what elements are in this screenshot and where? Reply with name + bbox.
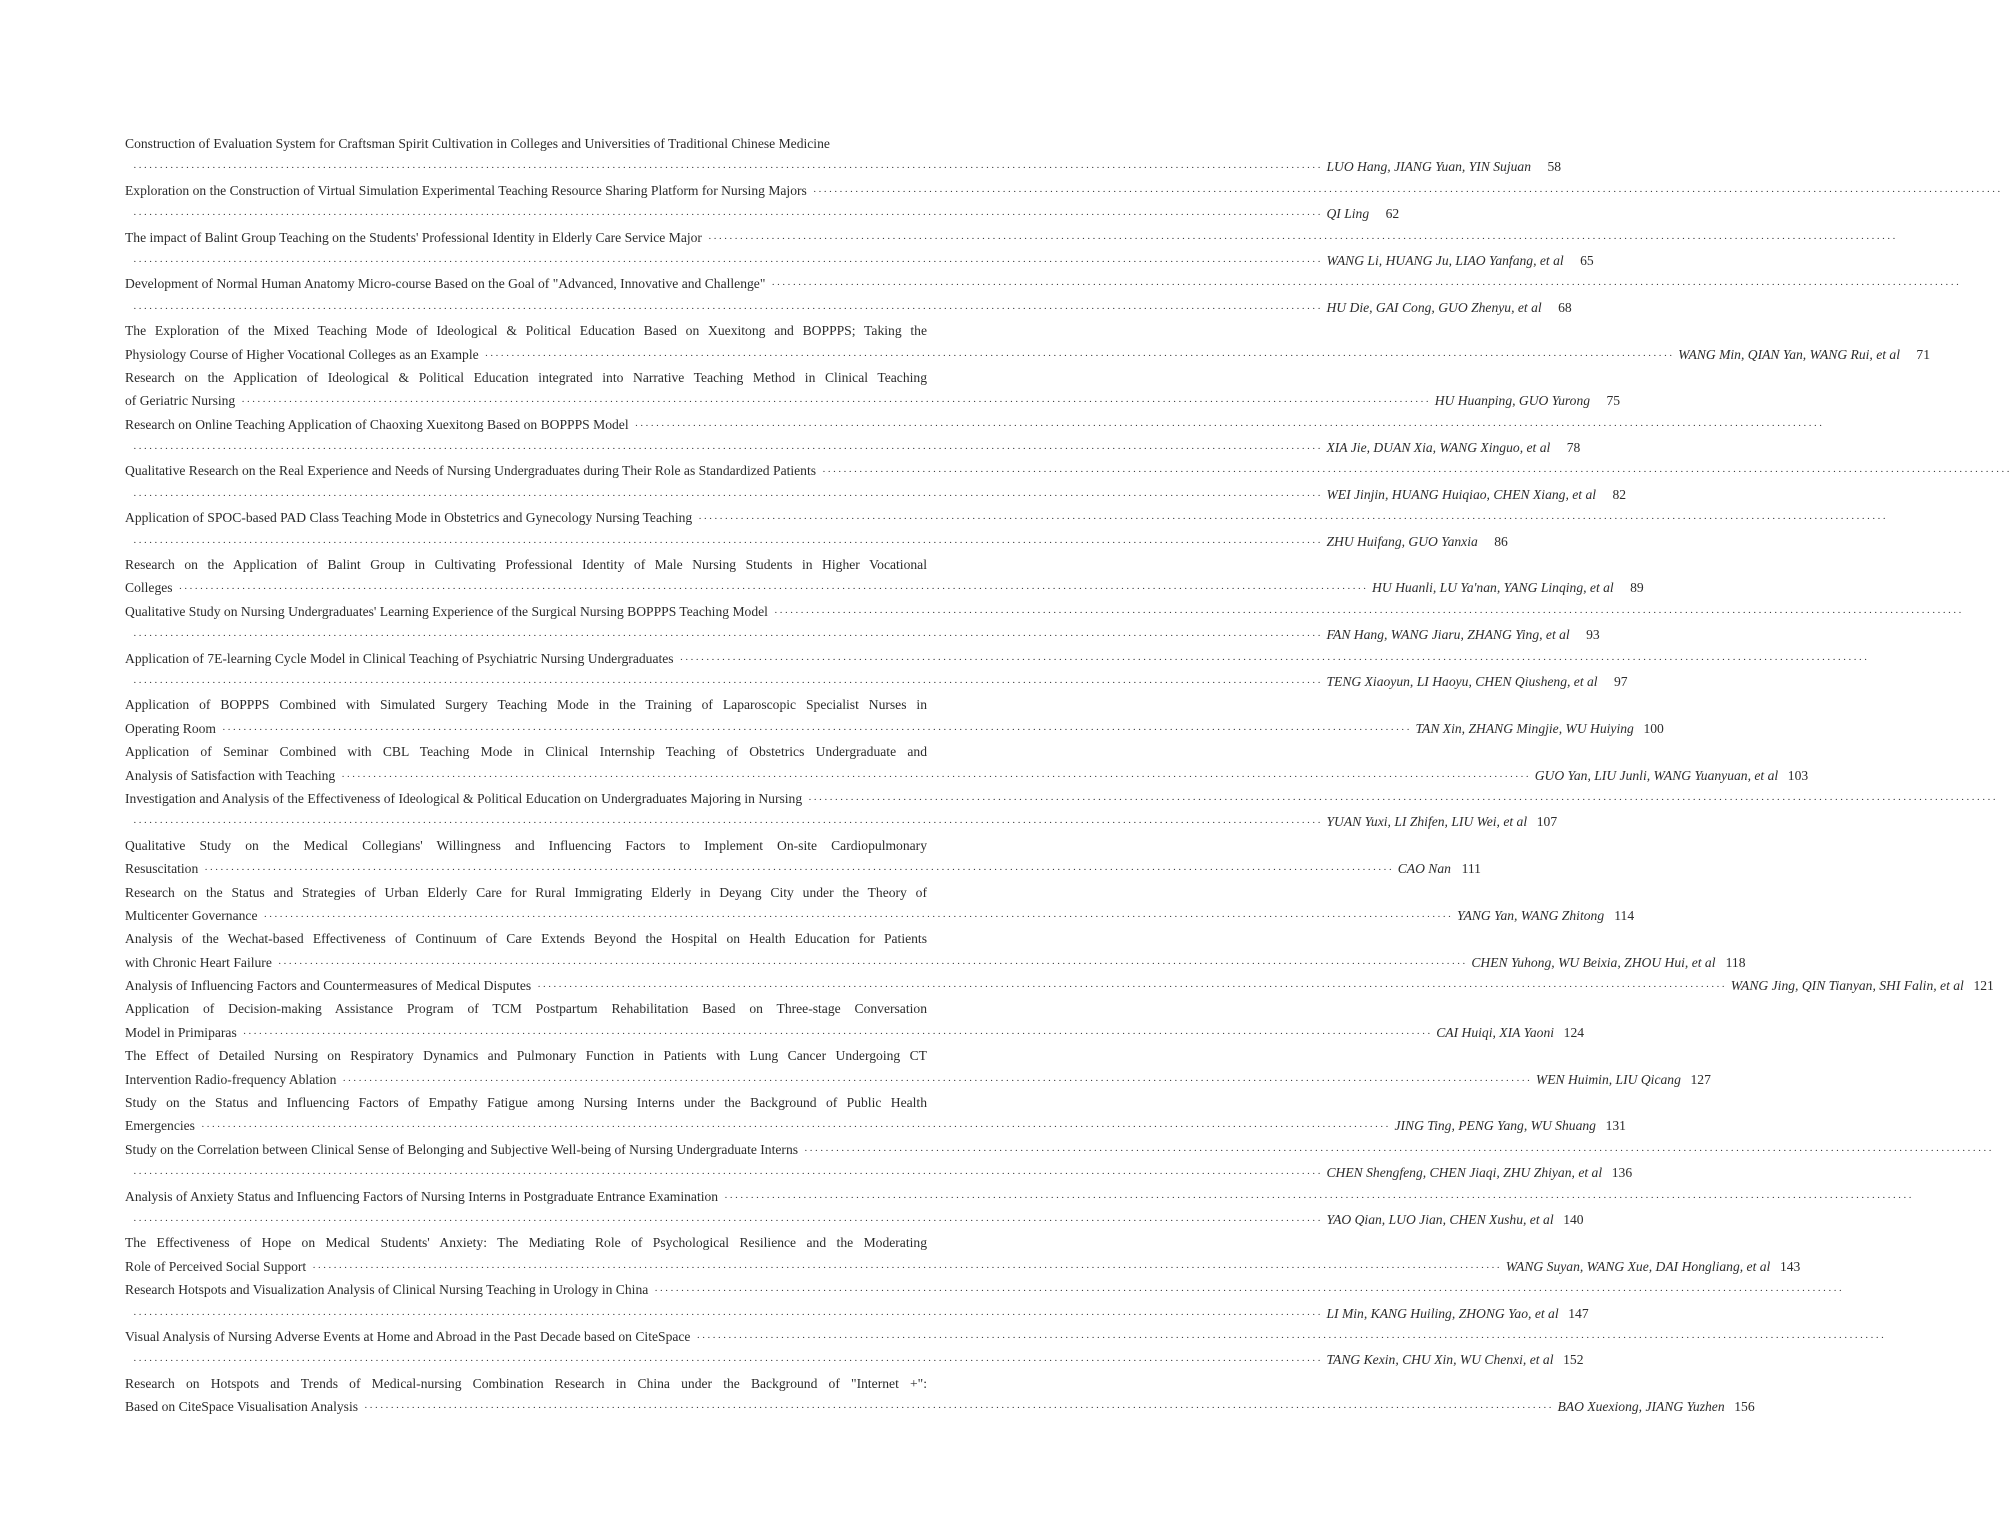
entry-title: The impact of Balint Group Teaching on the Students' Professional Identity in Elderly Care Service Major — [125, 229, 702, 245]
entry-authors: CAO Nan — [1397, 861, 1451, 877]
leader-dots — [358, 1397, 1557, 1420]
leader-dots — [125, 532, 1326, 555]
entry-authors: BAO Xuexiong, JIANG Yuzhen — [1557, 1399, 1725, 1415]
entry-page-number: 152 — [1563, 1352, 1584, 1368]
entry-title-line: Research on Hotspots and Trends of Medical-nursing Combination Research in China under the Background of "Internet +": — [125, 1375, 927, 1391]
entry-page-number: 156 — [1734, 1399, 1755, 1415]
entry-authors: CAI Huiqi, XIA Yaoni — [1436, 1024, 1555, 1040]
entry-title-line: Multicenter Governance — [125, 907, 258, 923]
toc-entry[interactable] — [125, 132, 1562, 179]
toc-entry[interactable] — [125, 272, 1572, 319]
toc-entry[interactable] — [125, 740, 1809, 787]
entry-title-line: Model in Primiparas — [125, 1024, 237, 1040]
toc-entry[interactable] — [125, 997, 1585, 1044]
leader-dots — [125, 1163, 1326, 1186]
entry-title-line: Application of Seminar Combined with CBL Teaching Mode in Clinical Internship Teaching of Obstetrics Undergraduate and — [125, 744, 927, 760]
leader-dots — [257, 906, 1456, 929]
leader-dots — [718, 1187, 1917, 1210]
entry-title: Construction of Evaluation System for Craftsman Spirit Cultivation in Colleges and Universities of Traditional Chinese Medicine — [125, 136, 830, 151]
leader-dots — [531, 976, 1730, 999]
entry-authors: WANG Suyan, WANG Xue, DAI Hongliang, et al — [1505, 1258, 1771, 1274]
entry-authors: HU Huanli, LU Ya'nan, YANG Linqing, et al — [1372, 580, 1614, 596]
entry-title: Qualitative Research on the Real Experience and Needs of Nursing Undergraduates during Their Role as Standardized Patients — [125, 463, 817, 479]
table-of-contents — [125, 132, 1994, 1418]
entry-page-number: 78 — [1566, 440, 1581, 456]
leader-dots — [198, 859, 1397, 882]
entry-authors: HU Die, GAI Cong, GUO Zhenyu, et al — [1326, 299, 1542, 315]
leader-dots — [125, 1304, 1326, 1327]
toc-entry[interactable] — [125, 693, 1664, 740]
toc-entry[interactable] — [125, 506, 1508, 553]
leader-dots — [272, 953, 1471, 976]
leader-dots — [125, 1210, 1326, 1233]
entry-page-number: 124 — [1563, 1024, 1585, 1040]
entry-title-line: Research on the Application of Balint Group in Cultivating Professional Identity of Male Nursing Students in Higher Vocational — [125, 557, 927, 573]
leader-dots — [125, 812, 1326, 835]
entry-authors: FAN Hang, WANG Jiaru, ZHANG Ying, et al — [1326, 627, 1570, 643]
toc-entry[interactable] — [125, 226, 1594, 273]
toc-entry[interactable] — [125, 787, 1558, 834]
leader-dots — [479, 345, 1678, 368]
entry-page-number: 65 — [1580, 252, 1594, 268]
leader-dots — [125, 251, 1326, 274]
entry-page-number: 68 — [1558, 299, 1572, 315]
entry-authors: WEI Jinjin, HUANG Huiqiao, CHEN Xiang, et al — [1326, 486, 1597, 502]
leader-dots — [195, 1116, 1394, 1139]
leader-dots — [125, 625, 1326, 648]
entry-authors: TANG Kexin, CHU Xin, WU Chenxi, et al — [1326, 1352, 1554, 1368]
entry-authors: CHEN Shengfeng, CHEN Jiaqi, ZHU Zhiyan, et al — [1326, 1165, 1603, 1181]
entry-page-number: 131 — [1605, 1118, 1626, 1134]
leader-dots — [336, 1070, 1535, 1093]
entry-title-line: Role of Perceived Social Support — [125, 1258, 307, 1274]
entry-title-line: The Exploration of the Mixed Teaching Mode of Ideological & Political Education Based on Xuexitong and BOPPPS; Taking the — [125, 323, 927, 339]
entry-title-line: The Effect of Detailed Nursing on Respiratory Dynamics and Pulmonary Function in Patients with Lung Cancer Undergoing CT — [125, 1048, 927, 1064]
entry-page-number: 107 — [1536, 814, 1558, 830]
entry-page-number: 86 — [1494, 533, 1508, 549]
entry-title: Application of SPOC-based PAD Class Teaching Mode in Obstetrics and Gynecology Nursing Teaching — [125, 510, 693, 526]
entry-authors: JING Ting, PENG Yang, WU Shuang — [1394, 1118, 1596, 1134]
leader-dots — [125, 204, 1326, 227]
entry-page-number: 136 — [1611, 1165, 1633, 1181]
leader-dots — [690, 1327, 1889, 1350]
leader-dots — [798, 1140, 1997, 1163]
entry-title-line: Research on the Status and Strategies of Urban Elderly Care for Rural Immigrating Elderly in Deyang City under the Theory of — [125, 884, 927, 900]
entry-authors: WANG Min, QIAN Yan, WANG Rui, et al — [1678, 346, 1900, 362]
entry-title: Study on the Correlation between Clinical Sense of Belonging and Subjective Well-being of Nursing Undergraduate Interns — [125, 1141, 799, 1157]
leader-dots — [816, 461, 2015, 484]
toc-entry[interactable] — [125, 1325, 1584, 1372]
entry-page-number: 103 — [1787, 767, 1809, 783]
entry-page-number: 58 — [1547, 159, 1562, 175]
entry-authors: LUO Hang, JIANG Yuan, YIN Sujuan — [1326, 159, 1532, 175]
entry-title: Visual Analysis of Nursing Adverse Events at Home and Abroad in the Past Decade based on CiteSpace — [125, 1328, 691, 1344]
entry-page-number: 82 — [1612, 486, 1627, 502]
entry-title: Research Hotspots and Visualization Analysis of Clinical Nursing Teaching in Urology in China — [125, 1282, 649, 1298]
entry-authors: XIA Jie, DUAN Xia, WANG Xinguo, et al — [1326, 440, 1551, 456]
leader-dots — [674, 649, 1873, 672]
entry-page-number: 71 — [1916, 346, 1930, 362]
toc-entry[interactable] — [125, 1231, 1801, 1278]
entry-page-number: 75 — [1606, 393, 1621, 409]
entry-page-number: 114 — [1614, 907, 1635, 923]
leader-dots — [173, 578, 1372, 601]
toc-entry[interactable] — [125, 179, 1400, 226]
entry-authors: QI Ling — [1326, 206, 1370, 222]
leader-dots — [768, 602, 1967, 625]
entry-title: Research on Online Teaching Application of Chaoxing Xuexitong Based on BOPPPS Model — [125, 416, 629, 432]
entry-authors: YAO Qian, LUO Jian, CHEN Xushu, et al — [1326, 1211, 1554, 1227]
toc-entry[interactable] — [125, 319, 1930, 366]
toc-entry[interactable] — [125, 974, 1994, 997]
entry-title-line: Qualitative Study on the Medical Collegians' Willingness and Influencing Factors to Implement On-site Cardiopulmonary — [125, 837, 927, 853]
entry-page-number: 140 — [1563, 1211, 1584, 1227]
entry-title-line: with Chronic Heart Failure — [125, 954, 272, 970]
leader-dots — [648, 1280, 1847, 1303]
entry-authors: WANG Li, HUANG Ju, LIAO Yanfang, et al — [1326, 252, 1564, 268]
entry-authors: TAN Xin, ZHANG Mingjie, WU Huiying — [1415, 720, 1634, 736]
entry-title-line: Analysis of Satisfaction with Teaching — [125, 767, 336, 783]
entry-page-number: 97 — [1613, 673, 1628, 689]
entry-title-line: Application of Decision-making Assistance Program of TCM Postpartum Rehabilitation Based on Three-stage Conversation — [125, 1001, 927, 1017]
entry-title-line: Research on the Application of Ideological & Political Education integrated into Narrative Teaching Method in Clinical Teaching — [125, 369, 927, 385]
entry-authors: YANG Yan, WANG Zhitong — [1456, 907, 1605, 923]
toc-entry[interactable] — [125, 413, 1581, 460]
toc-entry[interactable] — [125, 600, 1600, 647]
toc-entry[interactable] — [125, 1044, 1711, 1091]
entry-title-line: Operating Room — [125, 720, 216, 736]
entry-title-line: Intervention Radio-frequency Ablation — [125, 1071, 337, 1087]
leader-dots — [807, 181, 2006, 204]
entry-page-number: 143 — [1779, 1258, 1801, 1274]
entry-title-line: Analysis of Influencing Factors and Countermeasures of Medical Disputes — [125, 978, 532, 994]
entry-title: Investigation and Analysis of the Effectiveness of Ideological & Political Education on Undergraduates Majoring in Nursing — [125, 790, 803, 806]
entry-authors: LI Min, KANG Huiling, ZHONG Yao, et al — [1326, 1305, 1559, 1321]
entry-authors: HU Huanping, GUO Yurong — [1434, 393, 1591, 409]
leader-dots — [237, 1023, 1436, 1046]
toc-entry[interactable] — [125, 647, 1628, 694]
entry-authors: YUAN Yuxi, LI Zhifen, LIU Wei, et al — [1326, 814, 1528, 830]
toc-entry[interactable] — [125, 366, 1621, 413]
toc-entry[interactable] — [125, 1372, 1755, 1419]
leader-dots — [125, 485, 1326, 508]
toc-entry[interactable] — [125, 881, 1635, 928]
entry-page-number: 121 — [1973, 978, 1994, 994]
entry-authors: TENG Xiaoyun, LI Haoyu, CHEN Qiusheng, et al — [1326, 673, 1598, 689]
entry-title-line: Resuscitation — [125, 861, 199, 877]
leader-dots — [125, 438, 1326, 461]
toc-entry[interactable] — [125, 459, 1627, 506]
entry-page-number: 100 — [1643, 720, 1664, 736]
leader-dots — [125, 1350, 1326, 1373]
entry-page-number: 62 — [1385, 206, 1400, 222]
toc-entry[interactable] — [125, 834, 1481, 881]
leader-dots — [125, 298, 1326, 321]
entry-page-number: 118 — [1725, 954, 1746, 970]
entry-title-line: Application of BOPPPS Combined with Simulated Surgery Teaching Mode in the Training of Laparoscopic Specialist Nurses in — [125, 697, 927, 713]
entry-page-number: 89 — [1630, 580, 1644, 596]
entry-authors: WEN Huimin, LIU Qicang — [1535, 1071, 1681, 1087]
toc-entry[interactable] — [125, 927, 1746, 974]
entry-title: Qualitative Study on Nursing Undergraduates' Learning Experience of the Surgical Nursing BOPPPS Teaching Model — [125, 603, 768, 619]
entry-title-line: Based on CiteSpace Visualisation Analysis — [125, 1399, 359, 1415]
entry-title-line: Colleges — [125, 580, 173, 596]
entry-title-line: Study on the Status and Influencing Factors of Empathy Fatigue among Nursing Interns under the Background of Public Health — [125, 1095, 927, 1111]
entry-authors: ZHU Huifang, GUO Yanxia — [1326, 533, 1478, 549]
entry-page-number: 147 — [1568, 1305, 1589, 1321]
entry-title-line: Analysis of the Wechat-based Effectiveness of Continuum of Care Extends Beyond the Hospital on Health Education for Patients — [125, 931, 927, 947]
entry-page-number: 111 — [1461, 861, 1481, 877]
leader-dots — [125, 672, 1326, 695]
toc-entry[interactable] — [125, 1091, 1626, 1138]
toc-entry[interactable] — [125, 1138, 1633, 1185]
leader-dots — [125, 157, 1326, 180]
entry-authors: GUO Yan, LIU Junli, WANG Yuanyuan, et al — [1534, 767, 1779, 783]
entry-title: Analysis of Anxiety Status and Influencing Factors of Nursing Interns in Postgraduate Entrance Examination — [125, 1188, 719, 1204]
entry-authors: CHEN Yuhong, WU Beixia, ZHOU Hui, et al — [1471, 954, 1716, 970]
leader-dots — [765, 274, 1964, 297]
toc-entry[interactable] — [125, 1185, 1584, 1232]
leader-dots — [692, 508, 1891, 531]
entry-title: Application of 7E-learning Cycle Model in Clinical Teaching of Psychiatric Nursing Undergraduates — [125, 650, 674, 666]
entry-title-line: of Geriatric Nursing — [125, 393, 236, 409]
entry-title-line: The Effectiveness of Hope on Medical Students' Anxiety: The Mediating Role of Psychological Resilience and the Moderating — [125, 1235, 927, 1251]
entry-title-line: Physiology Course of Higher Vocational Colleges as an Example — [125, 346, 479, 362]
toc-entry[interactable] — [125, 1278, 1589, 1325]
toc-entry[interactable] — [125, 553, 1644, 600]
entry-title: Exploration on the Construction of Virtual Simulation Experimental Teaching Resource Sharing Platform for Nursing Majors — [125, 182, 807, 198]
leader-dots — [702, 228, 1901, 251]
entry-authors: WANG Jing, QIN Tianyan, SHI Falin, et al — [1730, 978, 1964, 994]
entry-page-number: 93 — [1586, 627, 1600, 643]
leader-dots — [235, 391, 1434, 414]
entry-page-number: 127 — [1690, 1071, 1711, 1087]
entry-title-line: Emergencies — [125, 1118, 195, 1134]
leader-dots — [802, 789, 2001, 812]
entry-title: Development of Normal Human Anatomy Micro-course Based on the Goal of "Advanced, Innovative and Challenge" — [125, 276, 766, 292]
leader-dots — [629, 415, 1828, 438]
leader-dots — [335, 766, 1534, 789]
leader-dots — [216, 719, 1415, 742]
leader-dots — [306, 1257, 1505, 1280]
